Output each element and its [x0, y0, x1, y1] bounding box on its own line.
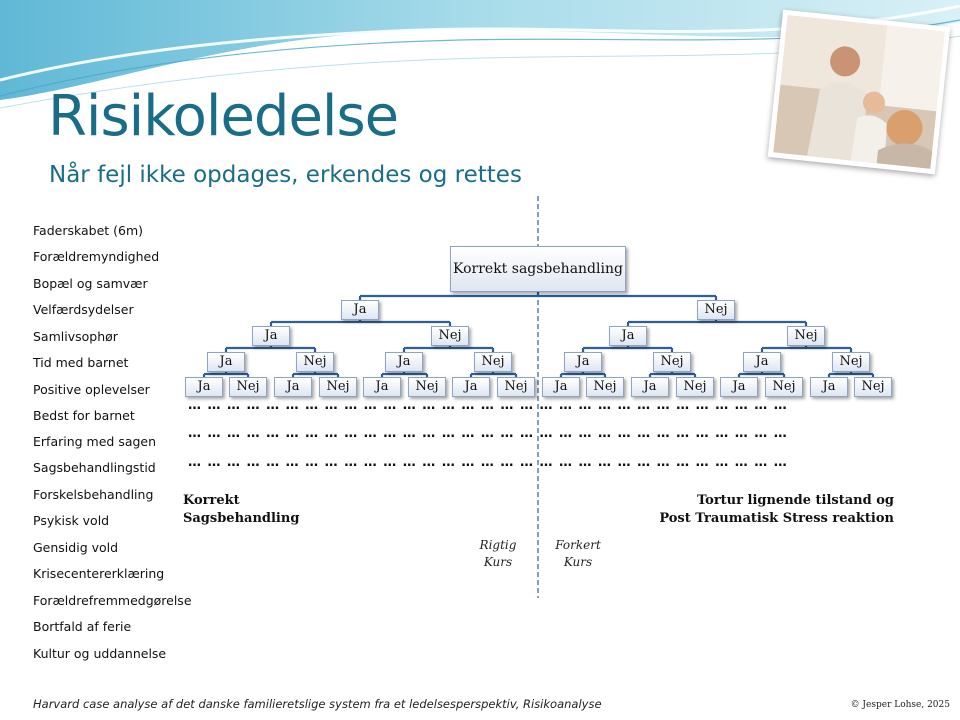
- criteria-item: Forældrefremmedgørelse: [33, 593, 192, 608]
- no-node: Nej: [765, 377, 803, 397]
- criteria-item: Tid med barnet: [33, 355, 129, 370]
- no-node: Nej: [586, 377, 624, 397]
- course-right-line: Kurs: [483, 555, 513, 569]
- page-title: Risikoledelse: [48, 84, 399, 149]
- yes-node: Ja: [631, 377, 669, 397]
- copyright: © Jesper Lohse, 2025: [850, 700, 950, 710]
- outcome-right-line: Post Traumatisk Stress reaktion: [659, 511, 894, 526]
- outcome-left-line: Sagsbehandling: [183, 511, 300, 526]
- outcome-right: [659, 492, 894, 528]
- no-node: Nej: [676, 377, 714, 397]
- no-node: Nej: [296, 352, 334, 372]
- yes-node: Ja: [385, 352, 423, 372]
- course-wrong-label: [552, 537, 604, 571]
- criteria-item: Sagsbehandlingstid: [33, 460, 156, 475]
- yes-node: Ja: [609, 326, 647, 346]
- criteria-item: Forskelsbehandling: [33, 487, 154, 502]
- no-node: Nej: [653, 352, 691, 372]
- criteria-item: Velfærdsydelser: [33, 302, 134, 317]
- criteria-item: Gensidig vold: [33, 540, 119, 555]
- criteria-item: Bopæl og samvær: [33, 276, 148, 291]
- no-node: Nej: [497, 377, 535, 397]
- ellipsis-row: … … … … … … … … … … … … … … … … … … … … … … … … … … … … … … …: [188, 455, 788, 470]
- no-node: Nej: [474, 352, 512, 372]
- course-wrong-line: Kurs: [563, 555, 593, 569]
- yes-node: Ja: [185, 377, 223, 397]
- yes-node: Ja: [810, 377, 848, 397]
- no-node: Nej: [229, 377, 267, 397]
- footer-caption: Harvard case analyse af det danske familieretslige system fra et ledelsesperspektiv, Risikoanalyse: [33, 697, 602, 711]
- criteria-item: Kultur og uddannelse: [33, 646, 167, 661]
- yes-node: Ja: [564, 352, 602, 372]
- criteria-item: Faderskabet (6m): [33, 223, 144, 238]
- yes-node: Ja: [363, 377, 401, 397]
- yes-node: Ja: [542, 377, 580, 397]
- yes-node: Ja: [341, 300, 379, 320]
- ellipsis-row: … … … … … … … … … … … … … … … … … … … … … … … … … … … … … … …: [188, 426, 788, 441]
- criteria-item: Samlivsophør: [33, 329, 118, 344]
- criteria-item: Psykisk vold: [33, 513, 110, 528]
- criteria-item: Bortfald af ferie: [33, 619, 132, 634]
- no-node: Nej: [697, 300, 735, 320]
- yes-node: Ja: [252, 326, 290, 346]
- criteria-item: Erfaring med sagen: [33, 434, 157, 449]
- no-node: Nej: [431, 326, 469, 346]
- yes-node: Ja: [743, 352, 781, 372]
- no-node: Nej: [787, 326, 825, 346]
- course-right-line: Rigtig: [479, 538, 517, 552]
- tree-root-node: Korrekt sagsbehandling: [450, 246, 626, 292]
- outcome-left-line: Korrekt: [183, 493, 240, 508]
- yes-node: Ja: [207, 352, 245, 372]
- no-node: Nej: [854, 377, 892, 397]
- yes-node: Ja: [720, 377, 758, 397]
- criteria-item: Forældremyndighed: [33, 249, 160, 264]
- no-node: Nej: [408, 377, 446, 397]
- course-wrong-line: Forkert: [555, 538, 601, 552]
- outcome-right-line: Tortur lignende tilstand og: [696, 493, 894, 508]
- course-right-label: [474, 537, 522, 571]
- no-node: Nej: [319, 377, 357, 397]
- no-node: Nej: [832, 352, 870, 372]
- page-subtitle: Når fejl ikke opdages, erkendes og rettes: [49, 162, 522, 188]
- criteria-item: Bedst for barnet: [33, 408, 135, 423]
- outcome-left: [183, 492, 299, 528]
- yes-node: Ja: [452, 377, 490, 397]
- yes-node: Ja: [274, 377, 312, 397]
- criteria-item: Krisecentererklæring: [33, 566, 165, 581]
- ellipsis-row: … … … … … … … … … … … … … … … … … … … … … … … … … … … … … … …: [188, 398, 788, 413]
- criteria-item: Positive oplevelser: [33, 382, 150, 397]
